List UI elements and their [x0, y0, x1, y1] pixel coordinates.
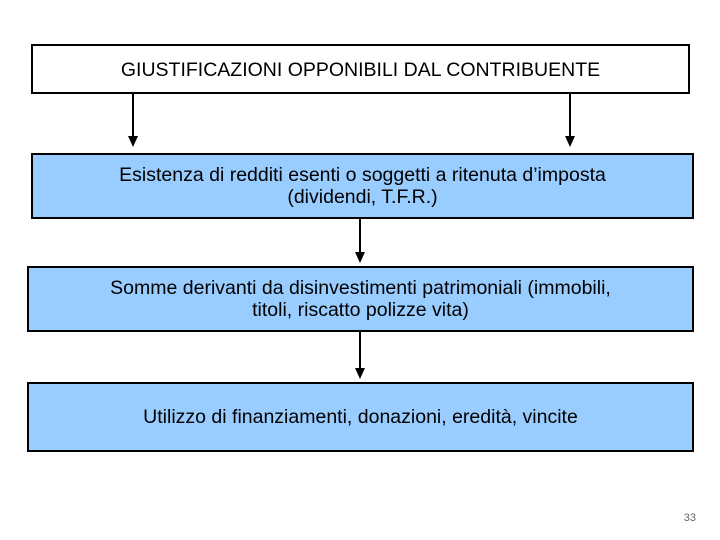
box-finanziamenti-text: [143, 406, 578, 428]
box-redditi-esenti: [31, 153, 694, 219]
box-2-line-1: Somme derivanti da disinvestimenti patrimoniali (immobili,: [110, 277, 611, 299]
box-3-line-1: Utilizzo di finanziamenti, donazioni, eredità, vincite: [143, 406, 578, 428]
box-2-line-2: titoli, riscatto polizze vita): [252, 299, 469, 321]
box-finanziamenti: [27, 382, 694, 452]
arrow-title-right: [565, 94, 575, 147]
arrow-title-left: [128, 94, 138, 147]
box-disinvestimenti-text: [110, 277, 611, 321]
page-number: 33: [683, 512, 696, 524]
box-disinvestimenti: [27, 266, 694, 332]
diagram-title: GIUSTIFICAZIONI OPPONIBILI DAL CONTRIBUENTE: [120, 59, 601, 81]
arrow-box2-box3: [355, 332, 365, 379]
box-redditi-esenti-text: [119, 164, 606, 208]
arrow-box1-box2: [355, 219, 365, 263]
box-1-line-1: Esistenza di redditi esenti o soggetti a ritenuta d’imposta: [119, 164, 606, 186]
box-1-line-2: (dividendi, T.F.R.): [287, 186, 438, 208]
